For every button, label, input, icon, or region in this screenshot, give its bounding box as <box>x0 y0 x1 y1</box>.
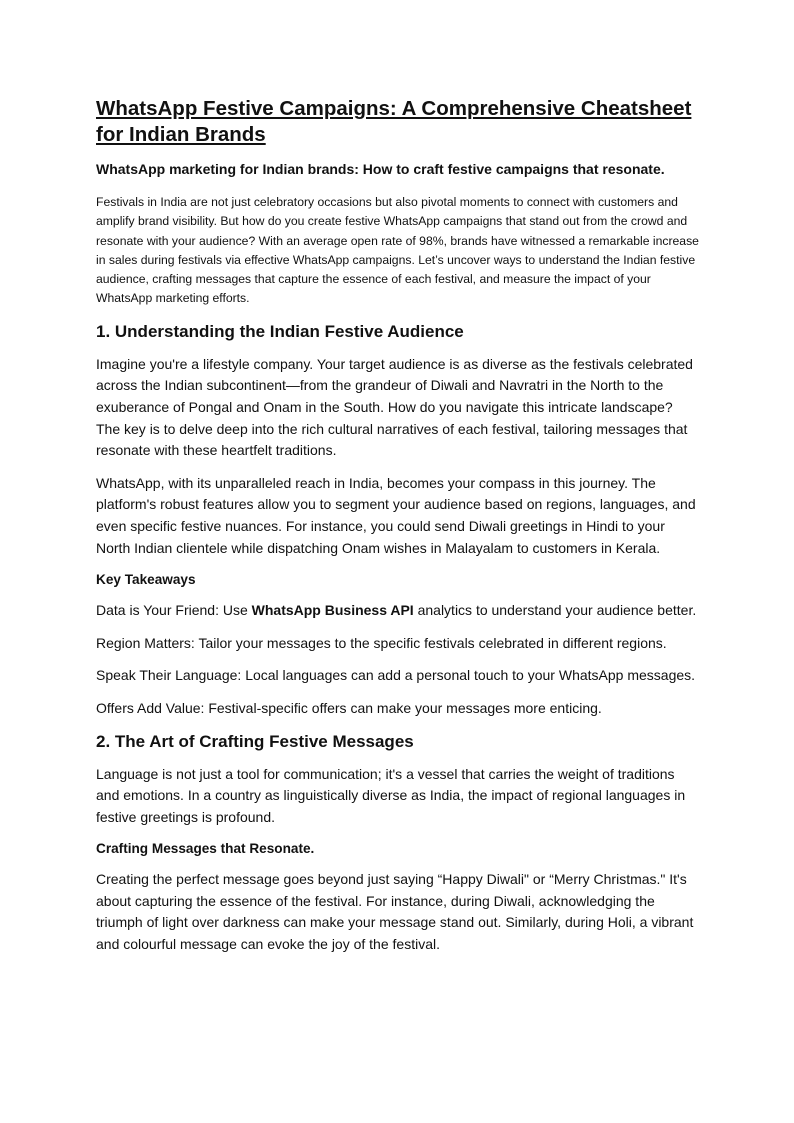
takeaway-offers-add-value: Offers Add Value: Festival-specific offers can make your messages more enticing. <box>96 699 602 716</box>
intro-paragraph: Festivals in India are not just celebratory occasions but also pivotal moments to connect with customers and amplify brand visibility. But how do you create festive WhatsApp campaigns that stand out from the crowd and resonate with your audience? With an average open rate of 98%, brands have witnessed a remarkable increase in sales during festivals via effective WhatsApp campaigns. Let’s uncover ways to understand the Indian festive audience, crafting messages that capture the essence of each festival, and measure the impact of your WhatsApp marketing efforts. <box>96 195 699 306</box>
document-title: WhatsApp Festive Campaigns: A Comprehensive Cheatsheet for Indian Brands <box>96 97 692 146</box>
takeaway-speak-their-language: Speak Their Language: Local languages can add a personal touch to your WhatsApp messages. <box>96 667 696 684</box>
whatsapp-business-api-emphasis: WhatsApp Business API <box>251 602 414 619</box>
section-2-paragraph-1: Language is not just a tool for communication; it's a vessel that carries the weight of traditions and emotions. In a country as linguistically diverse as India, the impact of regional languages in festive greetings is profound. <box>96 765 686 825</box>
crafting-messages-label: Crafting Messages that Resonate. <box>96 841 315 857</box>
section-1-paragraph-2: WhatsApp, with its unparalleled reach in India, becomes your compass in this journey. The platform's robust features allow you to segment your audience based on regions, languages, and even specific festive nuances. For instance, you could send Diwali greetings in Hindi to your North Indian clientele while dispatching Onam wishes in Malayalam to customers in Kerala. <box>96 474 696 556</box>
takeaway-1-text-start: Data is Your Friend: Use <box>96 602 252 619</box>
key-takeaways-label: Key Takeaways <box>96 572 196 588</box>
section-crafting-messages <box>96 731 700 956</box>
takeaway-data-is-your-friend <box>96 600 700 622</box>
section-1-heading: 1. Understanding the Indian Festive Audience <box>96 321 464 341</box>
section-1-paragraph-1: Imagine you're a lifestyle company. Your target audience is as diverse as the festivals celebrated across the Indian subcontinent—from the grandeur of Diwali and Navratri in the North to the exuberance of Pongal and Onam in the South. How do you navigate this intricate landscape? The key is to delve deep into the rich cultural narratives of each festival, tailoring messages that resonate with these heartfelt traditions. <box>96 355 693 459</box>
takeaway-region-matters: Region Matters: Tailor your messages to the specific festivals celebrated in different regions. <box>96 634 667 651</box>
document-page <box>96 96 700 967</box>
takeaway-1-text-end: analytics to understand your audience better. <box>413 602 697 619</box>
document-subtitle: WhatsApp marketing for Indian brands: How to craft festive campaigns that resonate. <box>96 161 665 177</box>
section-2-heading: 2. The Art of Crafting Festive Messages <box>96 731 414 751</box>
section-understanding-audience <box>96 321 700 720</box>
section-2-paragraph-2: Creating the perfect message goes beyond just saying “Happy Diwali" or “Merry Christmas." It's about capturing the essence of the festival. For instance, during Diwali, acknowledging the triumph of light over darkness can make your message stand out. Similarly, during Holi, a vibrant and colourful message can evoke the joy of the festival. <box>96 871 694 953</box>
